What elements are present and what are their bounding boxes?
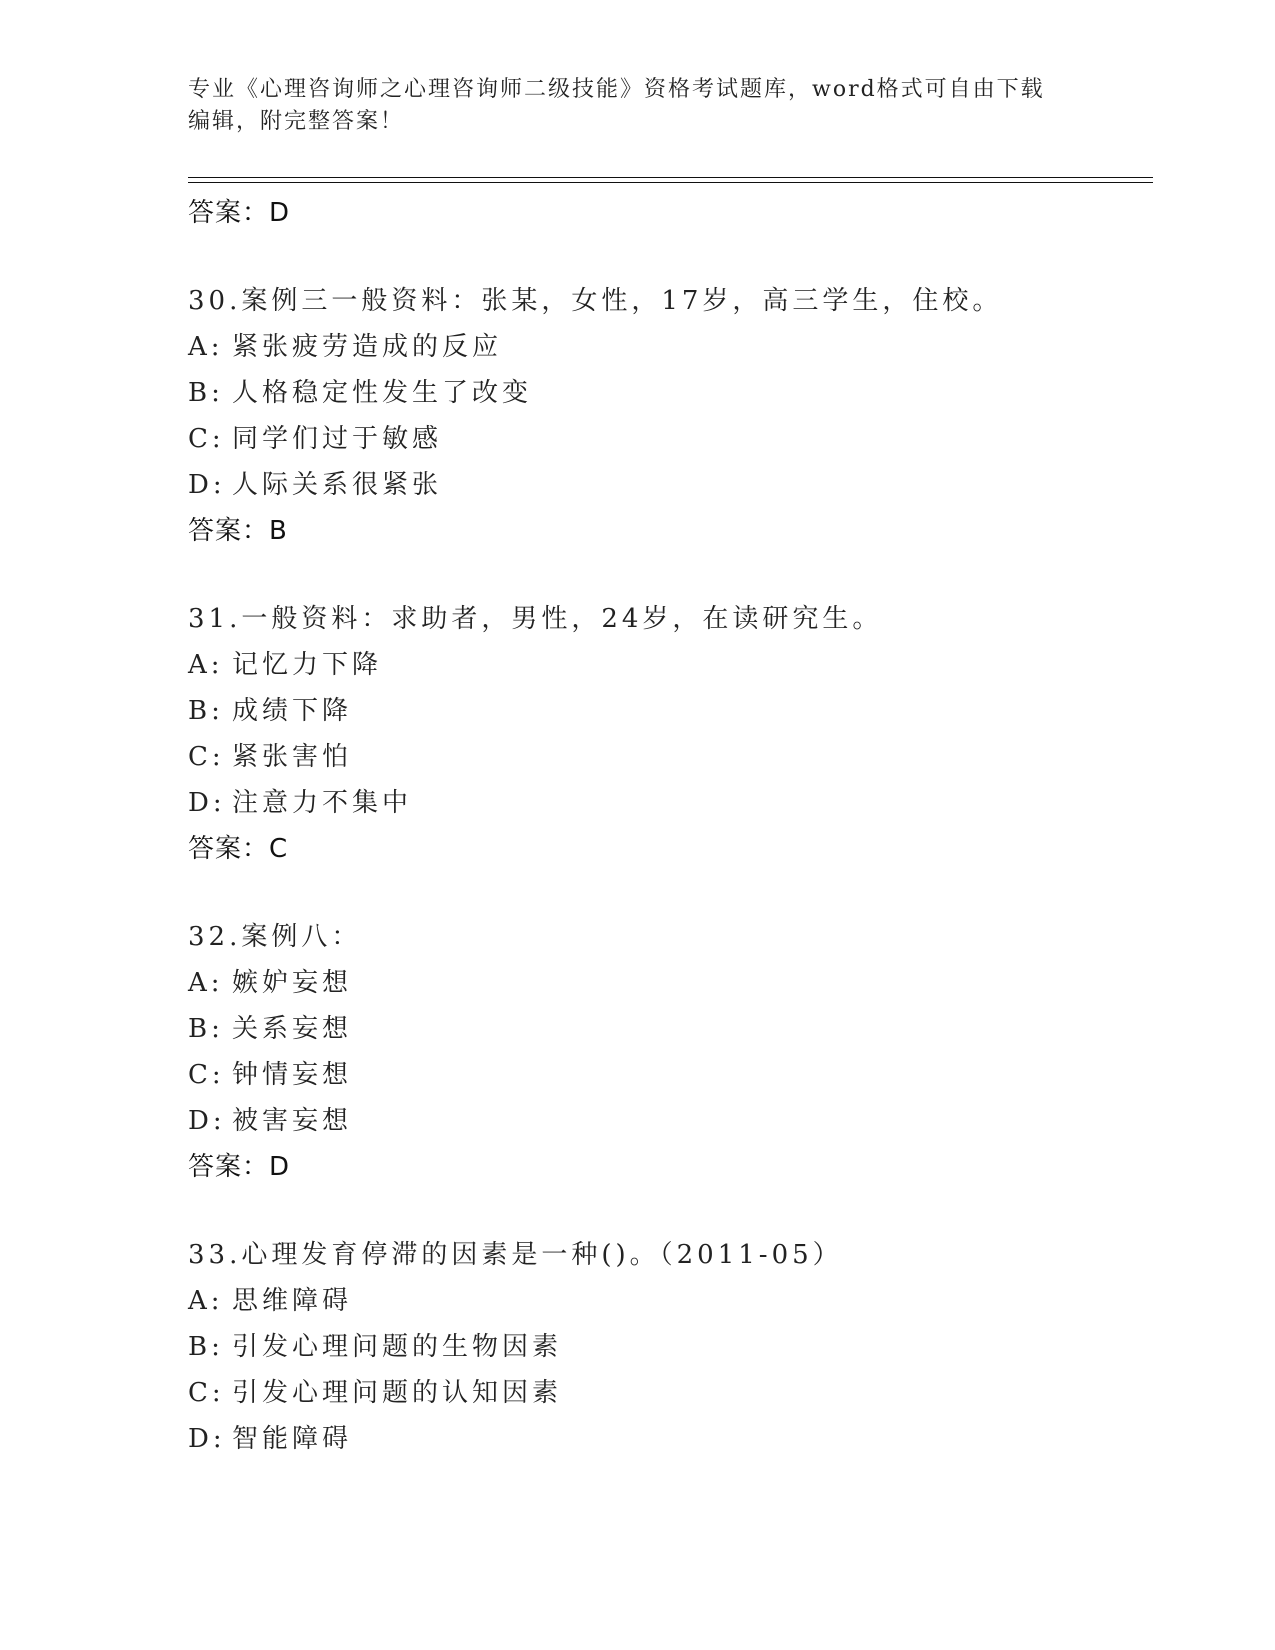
header-rule-bottom	[188, 182, 1153, 183]
header-rule-top	[188, 177, 1153, 178]
question-block	[188, 914, 1153, 1190]
option-d	[188, 780, 1153, 826]
document-header	[188, 74, 1088, 138]
option-text: 引发心理问题的认知因素	[232, 1378, 563, 1408]
spacer	[188, 554, 1153, 596]
question-block	[188, 278, 1153, 554]
option-letter: D:	[188, 788, 226, 818]
option-text: 人格稳定性发生了改变	[232, 378, 533, 408]
option-a	[188, 960, 1153, 1006]
option-letter: A:	[188, 1286, 224, 1316]
option-text: 紧张害怕	[232, 742, 353, 772]
option-text: 引发心理问题的生物因素	[232, 1332, 563, 1362]
spacer	[188, 236, 1153, 278]
question-list	[188, 190, 1153, 1462]
question-block	[188, 596, 1153, 872]
answer-line: 答案：B	[188, 516, 288, 546]
option-letter: C:	[188, 1378, 225, 1408]
option-text: 关系妄想	[232, 1014, 353, 1044]
option-a	[188, 324, 1153, 370]
option-text: 记忆力下降	[232, 650, 383, 680]
option-a	[188, 642, 1153, 688]
question-stem: 31.一般资料：求助者，男性，24岁，在读研究生。	[188, 604, 883, 634]
option-text: 人际关系很紧张	[232, 470, 443, 500]
option-letter: B:	[188, 378, 224, 408]
option-letter: B:	[188, 696, 224, 726]
option-b	[188, 370, 1153, 416]
header-line-1: 专业《心理咨询师之心理咨询师二级技能》资格考试题库，word格式可自由下载	[188, 77, 1045, 102]
option-text: 紧张疲劳造成的反应	[232, 332, 503, 362]
option-letter: B:	[188, 1014, 224, 1044]
option-d	[188, 1098, 1153, 1144]
question-block	[188, 1232, 1153, 1462]
option-text: 思维障碍	[232, 1286, 353, 1316]
question-stem: 32.案例八：	[188, 922, 362, 952]
option-c	[188, 1370, 1153, 1416]
option-letter: C:	[188, 1060, 225, 1090]
option-text: 嫉妒妄想	[232, 968, 353, 998]
option-c	[188, 734, 1153, 780]
answer-previous: 答案：D	[188, 198, 291, 228]
option-letter: C:	[188, 742, 225, 772]
option-letter: A:	[188, 650, 224, 680]
spacer	[188, 872, 1153, 914]
option-b	[188, 1324, 1153, 1370]
answer-line: 答案：D	[188, 1152, 291, 1182]
option-a	[188, 1278, 1153, 1324]
option-letter: A:	[188, 968, 224, 998]
question-stem: 33.心理发育停滞的因素是一种()。（2011-05）	[188, 1240, 843, 1270]
option-text: 钟情妄想	[232, 1060, 353, 1090]
option-c	[188, 1052, 1153, 1098]
option-d	[188, 1416, 1153, 1462]
option-b	[188, 688, 1153, 734]
answer-line: 答案：C	[188, 834, 289, 864]
header-line-2: 编辑，附完整答案！	[188, 109, 405, 134]
option-d	[188, 462, 1153, 508]
option-letter: B:	[188, 1332, 224, 1362]
option-text: 被害妄想	[232, 1106, 353, 1136]
option-b	[188, 1006, 1153, 1052]
option-letter: D:	[188, 1106, 226, 1136]
option-letter: D:	[188, 470, 226, 500]
option-text: 成绩下降	[232, 696, 353, 726]
option-letter: A:	[188, 332, 224, 362]
option-text: 注意力不集中	[232, 788, 413, 818]
option-text: 智能障碍	[232, 1424, 353, 1454]
option-letter: D:	[188, 1424, 226, 1454]
option-letter: C:	[188, 424, 225, 454]
option-text: 同学们过于敏感	[232, 424, 443, 454]
spacer	[188, 1190, 1153, 1232]
question-stem: 30.案例三一般资料：张某，女性，17岁，高三学生，住校。	[188, 286, 1003, 316]
option-c	[188, 416, 1153, 462]
